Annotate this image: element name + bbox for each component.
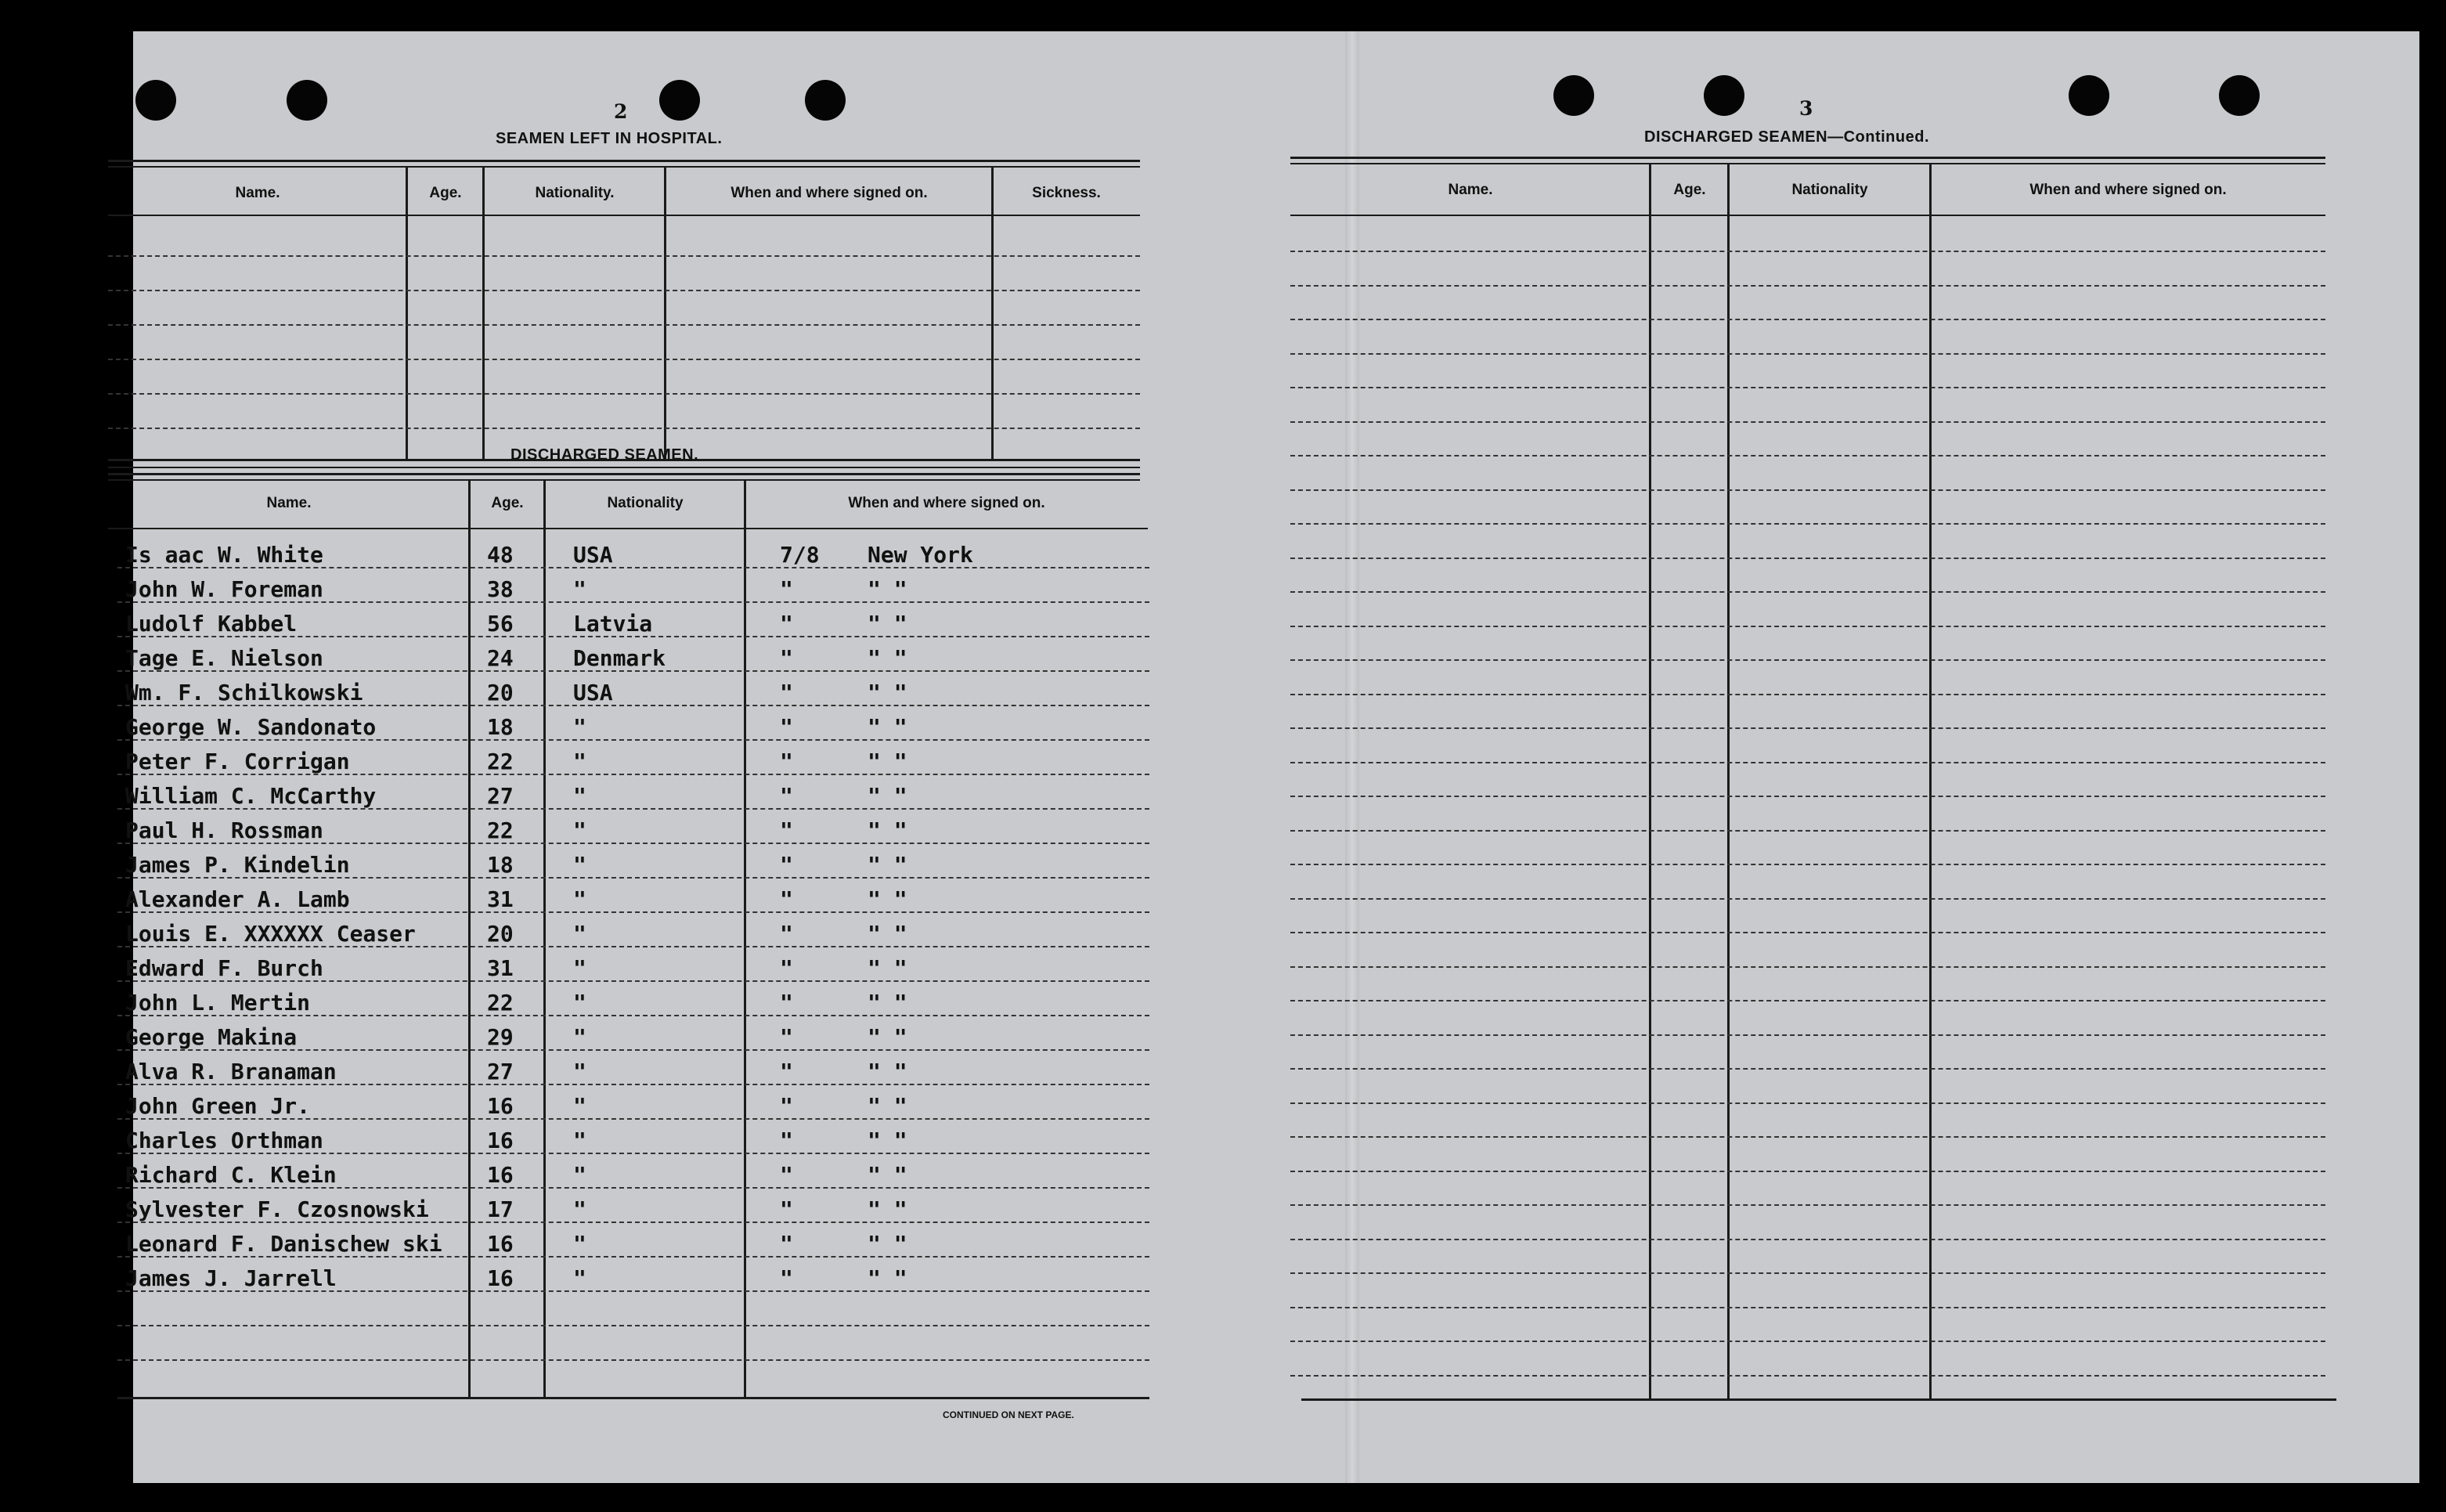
column-divider xyxy=(543,481,546,1397)
seaman-age: 20 xyxy=(487,921,514,947)
ruled-line xyxy=(1290,762,2325,763)
ruled-line xyxy=(1290,727,2325,729)
signed-on-place: " " xyxy=(868,576,907,602)
seaman-age: 22 xyxy=(487,749,514,774)
signed-on-date: " xyxy=(780,921,793,947)
ruled-line xyxy=(1290,694,2325,695)
signed-on-date: " xyxy=(780,1196,793,1222)
seaman-nationality: " xyxy=(573,783,586,809)
signed-on-date: " xyxy=(780,1231,793,1257)
ruled-line xyxy=(1290,353,2325,355)
signed-on-place: New York xyxy=(868,542,973,568)
signed-on-place: " " xyxy=(868,1093,907,1119)
ruled-line xyxy=(108,255,1140,257)
ruled-line xyxy=(108,324,1140,326)
column-divider xyxy=(1727,164,1730,1398)
signed-on-place: " " xyxy=(868,1024,907,1050)
ruled-line xyxy=(1290,1136,2325,1138)
signed-on-place: " " xyxy=(868,921,907,947)
signed-on-place: " " xyxy=(868,1128,907,1153)
signed-on-date: " xyxy=(780,1093,793,1119)
header-rule xyxy=(108,528,1148,529)
ruled-line xyxy=(1290,285,2325,287)
seaman-name: Alva R. Branaman xyxy=(125,1059,337,1084)
seaman-nationality: " xyxy=(573,886,586,912)
page-number-left: 2 xyxy=(614,100,628,123)
ruled-line xyxy=(1290,251,2325,252)
table-bottom-rule xyxy=(1301,1398,2336,1401)
seaman-nationality: " xyxy=(573,1265,586,1291)
ruled-line xyxy=(1290,421,2325,423)
signed-on-date: " xyxy=(780,1128,793,1153)
signed-on-date: " xyxy=(780,783,793,809)
signed-on-place: " " xyxy=(868,955,907,981)
punch-hole xyxy=(287,80,327,121)
signed-on-date: " xyxy=(780,645,793,671)
seaman-age: 24 xyxy=(487,645,514,671)
seaman-nationality: " xyxy=(573,1231,586,1257)
seaman-name: Peter F. Corrigan xyxy=(125,749,350,774)
seaman-age: 18 xyxy=(487,714,514,740)
ruled-line xyxy=(1290,1375,2325,1377)
seaman-nationality: " xyxy=(573,921,586,947)
seaman-name: Sylvester F. Czosnowski xyxy=(125,1196,429,1222)
seaman-age: 16 xyxy=(487,1265,514,1291)
ruled-line xyxy=(1290,966,2325,968)
seaman-nationality: " xyxy=(573,1059,586,1084)
col-header-signed-on: When and where signed on. xyxy=(848,495,1045,511)
ruled-line xyxy=(117,1359,1149,1361)
ruled-line xyxy=(1290,489,2325,491)
seaman-nationality: " xyxy=(573,576,586,602)
signed-on-place: " " xyxy=(868,1265,907,1291)
signed-on-date: " xyxy=(780,955,793,981)
seaman-name: Alexander A. Lamb xyxy=(125,886,350,912)
seaman-name: Is aac W. White xyxy=(125,542,323,568)
seaman-nationality: " xyxy=(573,1196,586,1222)
signed-on-date: " xyxy=(780,1059,793,1084)
ruled-line xyxy=(1290,1239,2325,1240)
ruled-line xyxy=(1290,523,2325,525)
seaman-age: 38 xyxy=(487,576,514,602)
table-top-rule xyxy=(108,473,1140,475)
header-rule xyxy=(1290,215,2325,216)
signed-on-place: " " xyxy=(868,611,907,637)
table-top-rule xyxy=(108,479,1140,481)
ruled-line xyxy=(1290,1341,2325,1342)
column-divider xyxy=(1649,164,1651,1398)
seaman-name: William C. McCarthy xyxy=(125,783,377,809)
continued-note: CONTINUED ON NEXT PAGE. xyxy=(943,1409,1074,1420)
seaman-age: 22 xyxy=(487,990,514,1016)
signed-on-place: " " xyxy=(868,645,907,671)
ruled-line xyxy=(1290,1000,2325,1001)
ruled-line xyxy=(1290,1272,2325,1274)
ruled-line xyxy=(1290,455,2325,456)
seaman-age: 29 xyxy=(487,1024,514,1050)
table-top-rule xyxy=(1290,157,2325,159)
column-divider xyxy=(744,481,746,1397)
col-header-age: Age. xyxy=(491,495,524,511)
seaman-nationality: " xyxy=(573,1162,586,1188)
seaman-age: 16 xyxy=(487,1093,514,1119)
signed-on-date: " xyxy=(780,817,793,843)
punch-hole xyxy=(2219,75,2260,116)
column-divider xyxy=(664,168,666,460)
seaman-name: Edward F. Burch xyxy=(125,955,323,981)
table-bottom-rule xyxy=(117,1397,1149,1399)
ruled-line xyxy=(1290,659,2325,661)
column-divider xyxy=(991,168,994,460)
seaman-name: Richard C. Klein xyxy=(125,1162,337,1188)
table-top-rule xyxy=(108,166,1140,168)
ruled-line xyxy=(1290,626,2325,627)
ruled-line xyxy=(1290,830,2325,832)
seaman-nationality: " xyxy=(573,749,586,774)
document-sheet xyxy=(125,31,2419,1483)
signed-on-date: " xyxy=(780,1024,793,1050)
ruled-line xyxy=(1290,1068,2325,1070)
ruled-line xyxy=(1290,558,2325,559)
signed-on-date: " xyxy=(780,852,793,878)
punch-hole xyxy=(659,80,700,121)
seaman-age: 22 xyxy=(487,817,514,843)
ruled-line xyxy=(1290,1171,2325,1172)
ruled-line xyxy=(1290,1204,2325,1206)
seaman-age: 20 xyxy=(487,680,514,705)
signed-on-place: " " xyxy=(868,886,907,912)
ruled-line xyxy=(108,359,1140,360)
signed-on-date: " xyxy=(780,714,793,740)
ruled-line xyxy=(1290,796,2325,797)
signed-on-place: " " xyxy=(868,1196,907,1222)
col-header-signed-on: When and where signed on. xyxy=(2029,182,2227,198)
signed-on-place: " " xyxy=(868,852,907,878)
col-header-signed-on: When and where signed on. xyxy=(731,185,928,201)
seaman-nationality: " xyxy=(573,817,586,843)
seaman-age: 27 xyxy=(487,783,514,809)
punch-hole xyxy=(2069,75,2109,116)
punch-hole xyxy=(1553,75,1594,116)
seaman-name: George W. Sandonato xyxy=(125,714,377,740)
signed-on-date: " xyxy=(780,886,793,912)
table-top-rule xyxy=(108,160,1140,162)
seaman-name: Wm. F. Schilkowski xyxy=(125,680,363,705)
punch-hole xyxy=(135,80,176,121)
signed-on-date: " xyxy=(780,1265,793,1291)
seaman-name: John W. Foreman xyxy=(125,576,323,602)
seaman-name: Paul H. Rossman xyxy=(125,817,323,843)
signed-on-place: " " xyxy=(868,1059,907,1084)
discharged-section-title: DISCHARGED SEAMEN. xyxy=(510,446,699,464)
seaman-name: Tage E. Nielson xyxy=(125,645,323,671)
seaman-nationality: " xyxy=(573,1093,586,1119)
seaman-age: 31 xyxy=(487,955,514,981)
signed-on-place: " " xyxy=(868,783,907,809)
seaman-age: 16 xyxy=(487,1162,514,1188)
col-header-name: Name. xyxy=(235,185,280,201)
col-header-nationality: Nationality. xyxy=(535,185,615,201)
seaman-nationality: USA xyxy=(573,542,613,568)
ruled-line xyxy=(108,290,1140,291)
signed-on-place: " " xyxy=(868,714,907,740)
signed-on-date: " xyxy=(780,611,793,637)
seaman-nationality: " xyxy=(573,852,586,878)
signed-on-date: " xyxy=(780,749,793,774)
column-divider xyxy=(482,168,485,460)
ruled-line xyxy=(1290,932,2325,933)
signed-on-place: " " xyxy=(868,1231,907,1257)
seaman-name: John L. Mertin xyxy=(125,990,311,1016)
ruled-line xyxy=(1290,1034,2325,1036)
seaman-name: Ludolf Kabbel xyxy=(125,611,298,637)
ruled-line xyxy=(108,393,1140,395)
seaman-name: John Green Jr. xyxy=(125,1093,311,1119)
col-header-name: Name. xyxy=(1448,182,1493,198)
seaman-name: James P. Kindelin xyxy=(125,852,350,878)
table-top-rule xyxy=(1290,163,2325,164)
ruled-line xyxy=(1290,387,2325,388)
seaman-age: 17 xyxy=(487,1196,514,1222)
column-divider xyxy=(1929,164,1932,1398)
seaman-age: 16 xyxy=(487,1128,514,1153)
column-divider xyxy=(406,168,408,460)
col-header-nationality: Nationality xyxy=(607,495,684,511)
seaman-nationality: Denmark xyxy=(573,645,666,671)
ruled-line xyxy=(1290,898,2325,900)
page-fold xyxy=(1345,31,1359,1483)
seaman-nationality: " xyxy=(573,1024,586,1050)
column-divider xyxy=(468,481,471,1397)
col-header-age: Age. xyxy=(429,185,462,201)
seaman-nationality: " xyxy=(573,990,586,1016)
col-header-nationality: Nationality xyxy=(1791,182,1868,198)
seaman-age: 16 xyxy=(487,1231,514,1257)
seaman-name: Louis E. XXXXXX Ceaser xyxy=(125,921,416,947)
signed-on-place: " " xyxy=(868,990,907,1016)
ruled-line xyxy=(108,428,1140,429)
seaman-name: James J. Jarrell xyxy=(125,1265,337,1291)
ruled-line xyxy=(1290,1102,2325,1104)
right-section-title: DISCHARGED SEAMEN—Continued. xyxy=(1644,128,1929,146)
ruled-line xyxy=(117,1325,1149,1326)
table-bottom-rule xyxy=(108,467,1140,468)
seaman-name: George Makina xyxy=(125,1024,298,1050)
ruled-line xyxy=(1290,864,2325,865)
seaman-name: Charles Orthman xyxy=(125,1128,323,1153)
seaman-age: 31 xyxy=(487,886,514,912)
hospital-section-title: SEAMEN LEFT IN HOSPITAL. xyxy=(496,130,723,147)
ruled-line xyxy=(1290,591,2325,593)
header-rule xyxy=(108,215,1140,216)
signed-on-place: " " xyxy=(868,1162,907,1188)
seaman-nationality: " xyxy=(573,714,586,740)
signed-on-date: 7/8 xyxy=(780,542,820,568)
punch-hole xyxy=(1704,75,1744,116)
seaman-age: 27 xyxy=(487,1059,514,1084)
signed-on-date: " xyxy=(780,680,793,705)
signed-on-place: " " xyxy=(868,749,907,774)
signed-on-place: " " xyxy=(868,817,907,843)
ruled-line xyxy=(1290,1307,2325,1308)
seaman-name: Leonard F. Danischew ski xyxy=(125,1231,442,1257)
seaman-age: 56 xyxy=(487,611,514,637)
col-header-sickness: Sickness. xyxy=(1032,185,1101,201)
seaman-nationality: USA xyxy=(573,680,613,705)
seaman-nationality: Latvia xyxy=(573,611,653,637)
seaman-nationality: " xyxy=(573,955,586,981)
page-number-right: 3 xyxy=(1799,97,1813,120)
ruled-line xyxy=(1290,319,2325,320)
signed-on-place: " " xyxy=(868,680,907,705)
signed-on-date: " xyxy=(780,576,793,602)
punch-hole xyxy=(805,80,846,121)
seaman-age: 18 xyxy=(487,852,514,878)
col-header-name: Name. xyxy=(266,495,312,511)
seaman-age: 48 xyxy=(487,542,514,568)
seaman-nationality: " xyxy=(573,1128,586,1153)
signed-on-date: " xyxy=(780,990,793,1016)
col-header-age: Age. xyxy=(1673,182,1706,198)
signed-on-date: " xyxy=(780,1162,793,1188)
